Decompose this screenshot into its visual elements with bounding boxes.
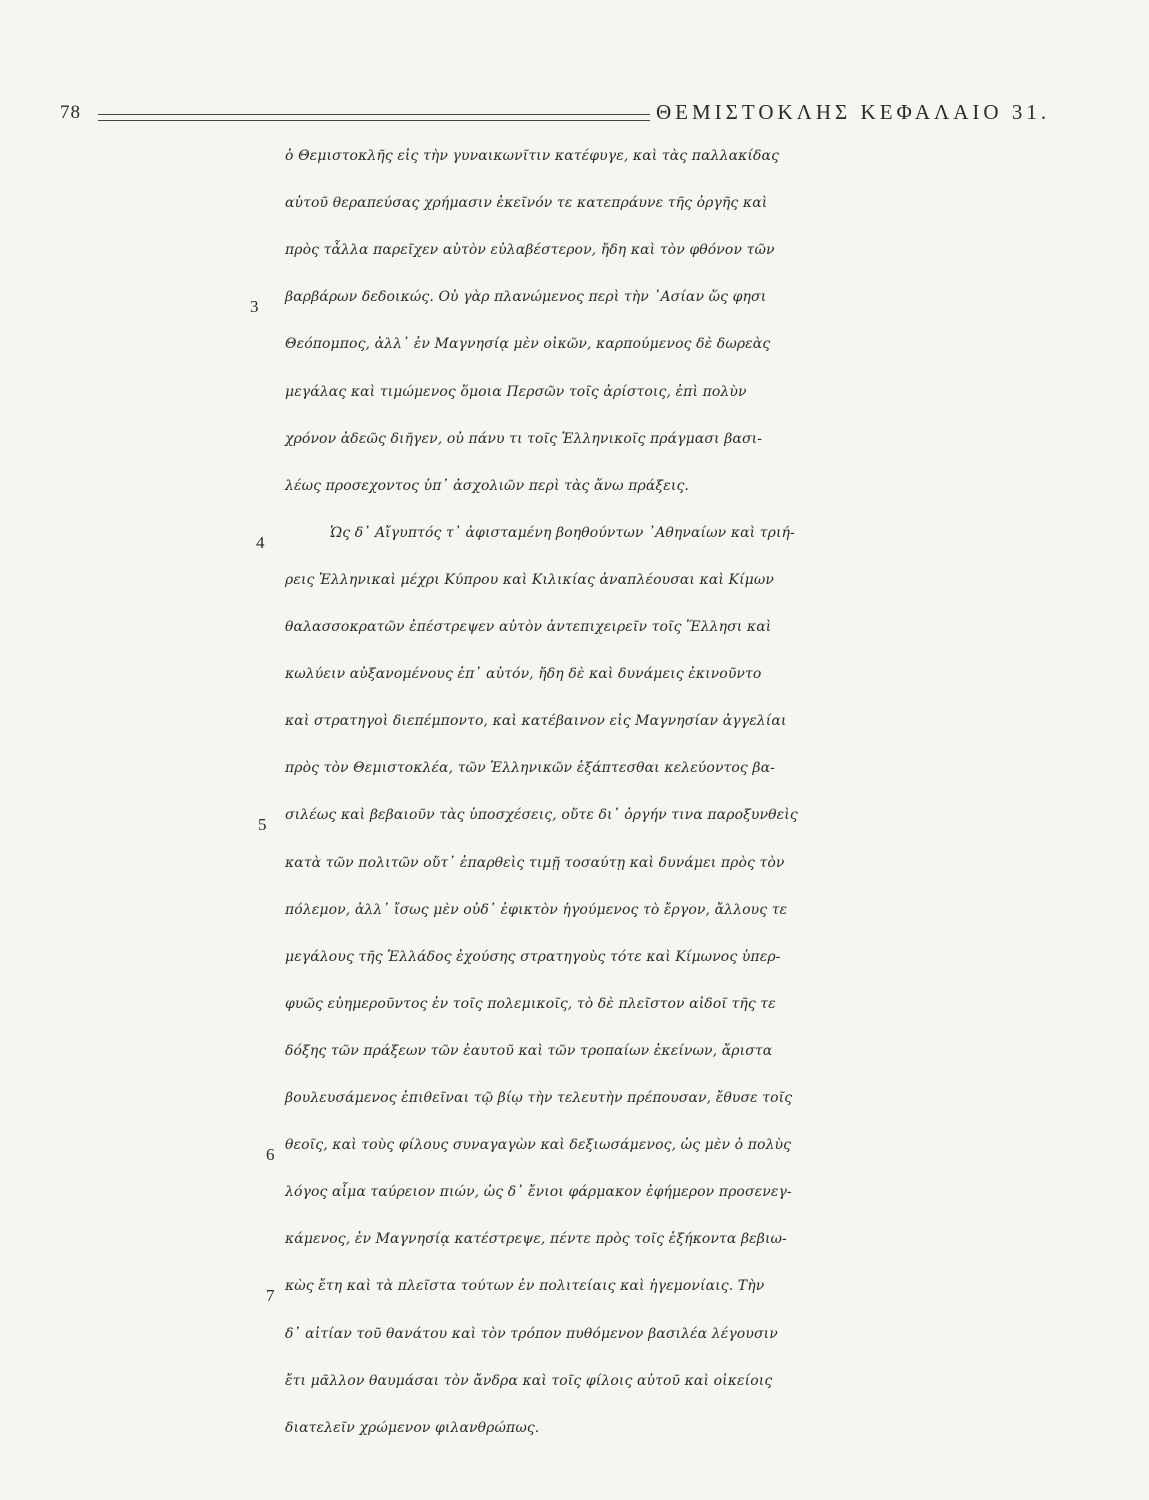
text-line: φυῶς εὐημεροῦντος ἐν τοῖς πολεμικοῖς, τὸ δὲ πλεῖστον αἰδοῖ τῆς τε (285, 995, 776, 1012)
text-line: διατελεῖν χρώμενον φιλανθρώπως. (285, 1419, 540, 1436)
text-line: σιλέως καὶ βεβαιοῦν τὰς ὑποσχέσεις, οὔτε δι᾿ ὀργήν τινα παροξυνθεὶς (285, 807, 798, 824)
header-rule (98, 114, 650, 121)
text-line: κὼς ἔτη καὶ τὰ πλεῖστα τούτων ἐν πολιτείαις καὶ ἡγεμονίαις. Τὴν (285, 1278, 765, 1295)
section-number-4: 4 (256, 532, 265, 552)
section-number-6: 6 (266, 1145, 275, 1165)
text-line: Ὡς δ᾿ Αἴγυπτός τ᾿ ἀφισταμένη βοηθούντων ᾿Αθηναίων καὶ τριή- (330, 524, 795, 541)
text-line: κάμενος, ἐν Μαγνησίᾳ κατέστρεψε, πέντε πρὸς τοῖς ἑξήκοντα βεβιω- (285, 1231, 787, 1248)
text-line: καὶ στρατηγοὶ διεπέμποντο, καὶ κατέβαινον εἰς Μαγνησίαν ἀγγελίαι (285, 713, 787, 730)
text-line: πόλεμον, ἀλλ᾿ ἴσως μὲν οὐδ᾿ ἐφικτὸν ἡγούμενος τὸ ἔργον, ἄλλους τε (285, 901, 788, 918)
section-number-3: 3 (250, 297, 259, 317)
running-title: ΘΕΜΙΣΤΟΚΛΗΣ ΚΕΦΑΛΑΙΟ 31. (656, 100, 1051, 124)
section-number-7: 7 (266, 1286, 275, 1306)
text-line: δ᾿ αἰτίαν τοῦ θανάτου καὶ τὸν τρόπον πυθόμενον βασιλέα λέγουσιν (285, 1325, 778, 1342)
text-line: ὁ Θεμιστοκλῆς εἰς τὴν γυναικωνῖτιν κατέφυγε, καὶ τὰς παλλακίδας (285, 148, 780, 164)
text-line: πρὸς τὸν Θεμιστοκλέα, τῶν Ἑλληνικῶν ἐξάπτεσθαι κελεύοντος βα- (285, 760, 775, 777)
text-line: ρεις Ἑλληνικαὶ μέχρι Κύπρου καὶ Κιλικίας ἀναπλέουσαι καὶ Κίμων (285, 571, 775, 588)
text-line: Θεόπομπος, ἀλλ᾿ ἐν Μαγνησίᾳ μὲν οἰκῶν, καρπούμενος δὲ δωρεὰς (285, 336, 771, 353)
text-line: λόγος αἷμα ταύρειον πιών, ὡς δ᾿ ἔνιοι φάρμακον ἐφήμερον προσενεγ- (285, 1184, 792, 1201)
text-line: βαρβάρων δεδοικώς. Οὐ γὰρ πλανώμενος περὶ τὴν ᾿Ασίαν ὥς φησι (285, 289, 767, 306)
section-number-5: 5 (258, 815, 267, 835)
text-line: θεοῖς, καὶ τοὺς φίλους συναγαγὼν καὶ δεξιωσάμενος, ὡς μὲν ὁ πολὺς (285, 1137, 792, 1154)
text-line: ἔτι μᾶλλον θαυμάσαι τὸν ἄνδρα καὶ τοῖς φίλοις αὐτοῦ καὶ οἰκείοις (285, 1372, 773, 1389)
text-line: μεγάλας καὶ τιμώμενος ὅμοια Περσῶν τοῖς ἀρίστοις, ἐπὶ πολὺν (285, 383, 747, 400)
text-line: αὐτοῦ θεραπεύσας χρήμασιν ἐκεῖνόν τε κατεπράυνε τῆς ὀργῆς καὶ (285, 195, 768, 212)
text-line: λέως προσεχοντος ὑπ᾿ ἀσχολιῶν περὶ τὰς ἄνω πράξεις. (285, 477, 689, 494)
page-number: 78 (60, 102, 81, 123)
text-line: χρόνον ἀδεῶς διῆγεν, οὐ πάνυ τι τοῖς Ἑλληνικοῖς πράγμασι βασι- (285, 430, 763, 447)
text-line: κωλύειν αὐξανομένους ἐπ᾿ αὐτόν, ἤδη δὲ καὶ δυνάμεις ἐκινοῦντο (285, 666, 762, 683)
page-header (60, 98, 1100, 134)
text-line: δόξης τῶν πράξεων τῶν ἑαυτοῦ καὶ τῶν τροπαίων ἐκείνων, ἄριστα (285, 1042, 773, 1059)
text-line: θαλασσοκρατῶν ἐπέστρεψεν αὐτὸν ἀντεπιχειρεῖν τοῖς Ἕλλησι καὶ (285, 619, 772, 635)
text-line: πρὸς τἆλλα παρεῖχεν αὑτὸν εὐλαβέστερον, ἤδη καὶ τὸν φθόνον τῶν (285, 242, 775, 259)
text-line: μεγάλους τῆς Ἑλλάδος ἐχούσης στρατηγοὺς τότε καὶ Κίμωνος ὑπερ- (285, 948, 781, 965)
text-line: κατὰ τῶν πολιτῶν οὔτ᾿ ἐπαρθεὶς τιμῇ τοσαύτῃ καὶ δυνάμει πρὸς τὸν (285, 854, 785, 871)
text-line: βουλευσάμενος ἐπιθεῖναι τῷ βίῳ τὴν τελευτὴν πρέπουσαν, ἔθυσε τοῖς (285, 1090, 793, 1106)
